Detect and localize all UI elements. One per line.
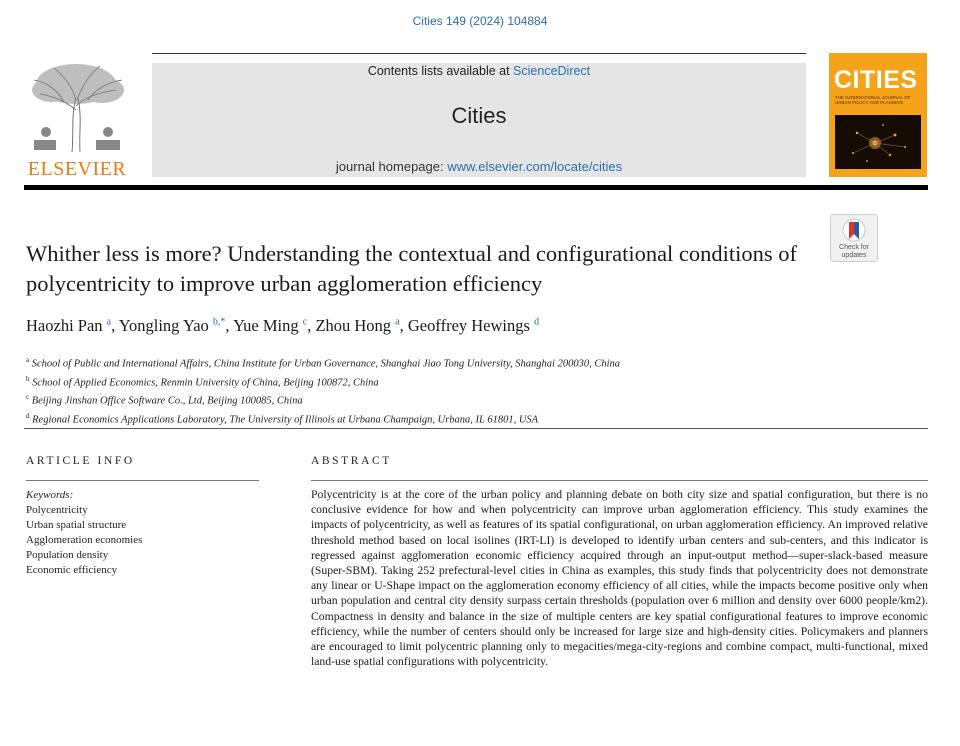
header-bottom-rule: [24, 185, 928, 190]
elsevier-logo[interactable]: [24, 60, 130, 182]
keyword-item: Agglomeration economies: [26, 534, 143, 546]
affiliation-item: [26, 353, 826, 372]
elsevier-wordmark: ELSEVIER: [27, 158, 127, 180]
affiliation-marker: a: [26, 356, 30, 364]
affiliation-text: Regional Economics Applications Laboratory, The University of Illinois at Urbana Champaign, Urbana, IL 61801, USA: [32, 414, 539, 425]
author-affiliation-marker[interactable]: a: [106, 316, 112, 328]
keywords-label: Keywords:: [26, 489, 74, 501]
affiliation-text: School of Applied Economics, Renmin University of China, Beijing 100872, China: [32, 377, 379, 388]
homepage-link[interactable]: www.elsevier.com/locate/cities: [447, 159, 623, 174]
abstract-heading: ABSTRACT: [311, 455, 392, 467]
affiliation-marker: b: [26, 374, 30, 383]
keyword-item: Economic efficiency: [26, 564, 118, 576]
check-for-updates-button[interactable]: [830, 214, 878, 262]
cover-city-lights-image: [835, 115, 921, 169]
affiliation-text: School of Public and International Affairs, China Institute for Urban Governance, Shanghai Jiao Tong University, Shanghai 200030, China: [31, 358, 621, 370]
abstract-text: Polycentricity is at the core of the urban policy and planning debate on both city size and spatial configuration, but there is no conclusive evidence for how and when polycentricity can improve urban agglomeration efficiency. This study examines the impacts of polycentricity, as well as features of its spatial configurational, on urban agglomeration efficiency. An improved relative threshold method based on local isolines (IRT-LI) is developed to identify urban centers and sub-centers, and this indicator is regressed against agglomeration economic efficiency acquired through an input-output method—super-slack-based measure (Super-SBM). Taking 252 prefectural-level cities in China as examples, this study finds that polycentricity does not demonstrate any linear or U-Shape impact on the agglomeration economy efficiency of all cities, while the impacts become positive only when urban population and central city density surpass certain thresholds (population over 6 million and density over 6000 people/km2). Compactness in density and balance in the size of multiple centers are key spatial configurational features to improve economic efficiency, while the number of centers should only be increased for large size and high-density cities. Policymakers and planners are encouraged to limit polycentric planning only to megacities/mega-city-regions and combine compact, multi-functional, mixed land-use spatial configurations with polycentricity.: [311, 488, 928, 669]
bookmark-icon: [831, 215, 877, 245]
author-name[interactable]: Geoffrey Hewings: [407, 316, 530, 335]
contents-available: [152, 64, 806, 78]
homepage-prefix: journal homepage:: [335, 159, 448, 174]
journal-homepage: [152, 159, 806, 174]
article-info-heading: ARTICLE INFO: [26, 455, 135, 467]
journal-cover[interactable]: [829, 53, 927, 177]
keyword-item: Urban spatial structure: [26, 519, 127, 531]
header-top-rule: [152, 53, 806, 54]
author-name[interactable]: Haozhi Pan: [26, 316, 103, 335]
paper-title: Whither less is more? Understanding the contextual and configurational conditions of polycentricity to improve urban agglomeration efficiency: [26, 241, 798, 296]
section-rule: [24, 428, 928, 429]
cover-title: CITIES: [834, 66, 918, 94]
author-name[interactable]: Yue Ming: [233, 316, 299, 335]
author-affiliation-marker[interactable]: b,*: [212, 316, 226, 328]
author-affiliation-marker[interactable]: d: [534, 316, 540, 328]
sciencedirect-link[interactable]: ScienceDirect: [513, 64, 591, 78]
author-name[interactable]: Yongling Yao: [118, 316, 209, 335]
tree-icon: [24, 60, 130, 156]
author-affiliation-marker[interactable]: c: [302, 316, 308, 328]
affiliation-item: [26, 409, 826, 428]
affiliation-item: [26, 372, 826, 391]
affiliation-marker: c: [26, 393, 30, 401]
cover-subtitle: THE INTERNATIONAL JOURNAL OF URBAN POLICY AND PLANNING: [835, 95, 911, 105]
affiliation-list: [26, 353, 826, 427]
affiliation-marker: d: [26, 411, 30, 420]
article-info-rule: [26, 480, 259, 481]
journal-banner: [152, 63, 806, 177]
journal-citation-link[interactable]: Cities 149 (2024) 104884: [412, 14, 548, 28]
abstract-rule: [311, 480, 928, 481]
affiliation-item: [26, 390, 826, 409]
affiliation-text: Beijing Jinshan Office Software Co., Ltd, Beijing 100085, China: [31, 395, 303, 407]
keyword-item: Polycentricity: [26, 504, 88, 516]
author-name[interactable]: Zhou Hong: [315, 316, 392, 335]
keywords-block: [26, 488, 266, 578]
author-list: Haozhi Pan $^a$, Yongling Yao $^{b,*}$, Yue Ming $^c$, Zhou Hong $^a$, Geoffrey Hewings $^d$: [26, 316, 540, 335]
author-affiliation-marker[interactable]: a: [395, 316, 400, 328]
journal-title: Cities: [451, 103, 507, 128]
check-for-updates-label: Check for updates: [839, 244, 869, 259]
keyword-item: Population density: [26, 549, 109, 561]
contents-prefix: Contents lists available at: [367, 64, 514, 78]
